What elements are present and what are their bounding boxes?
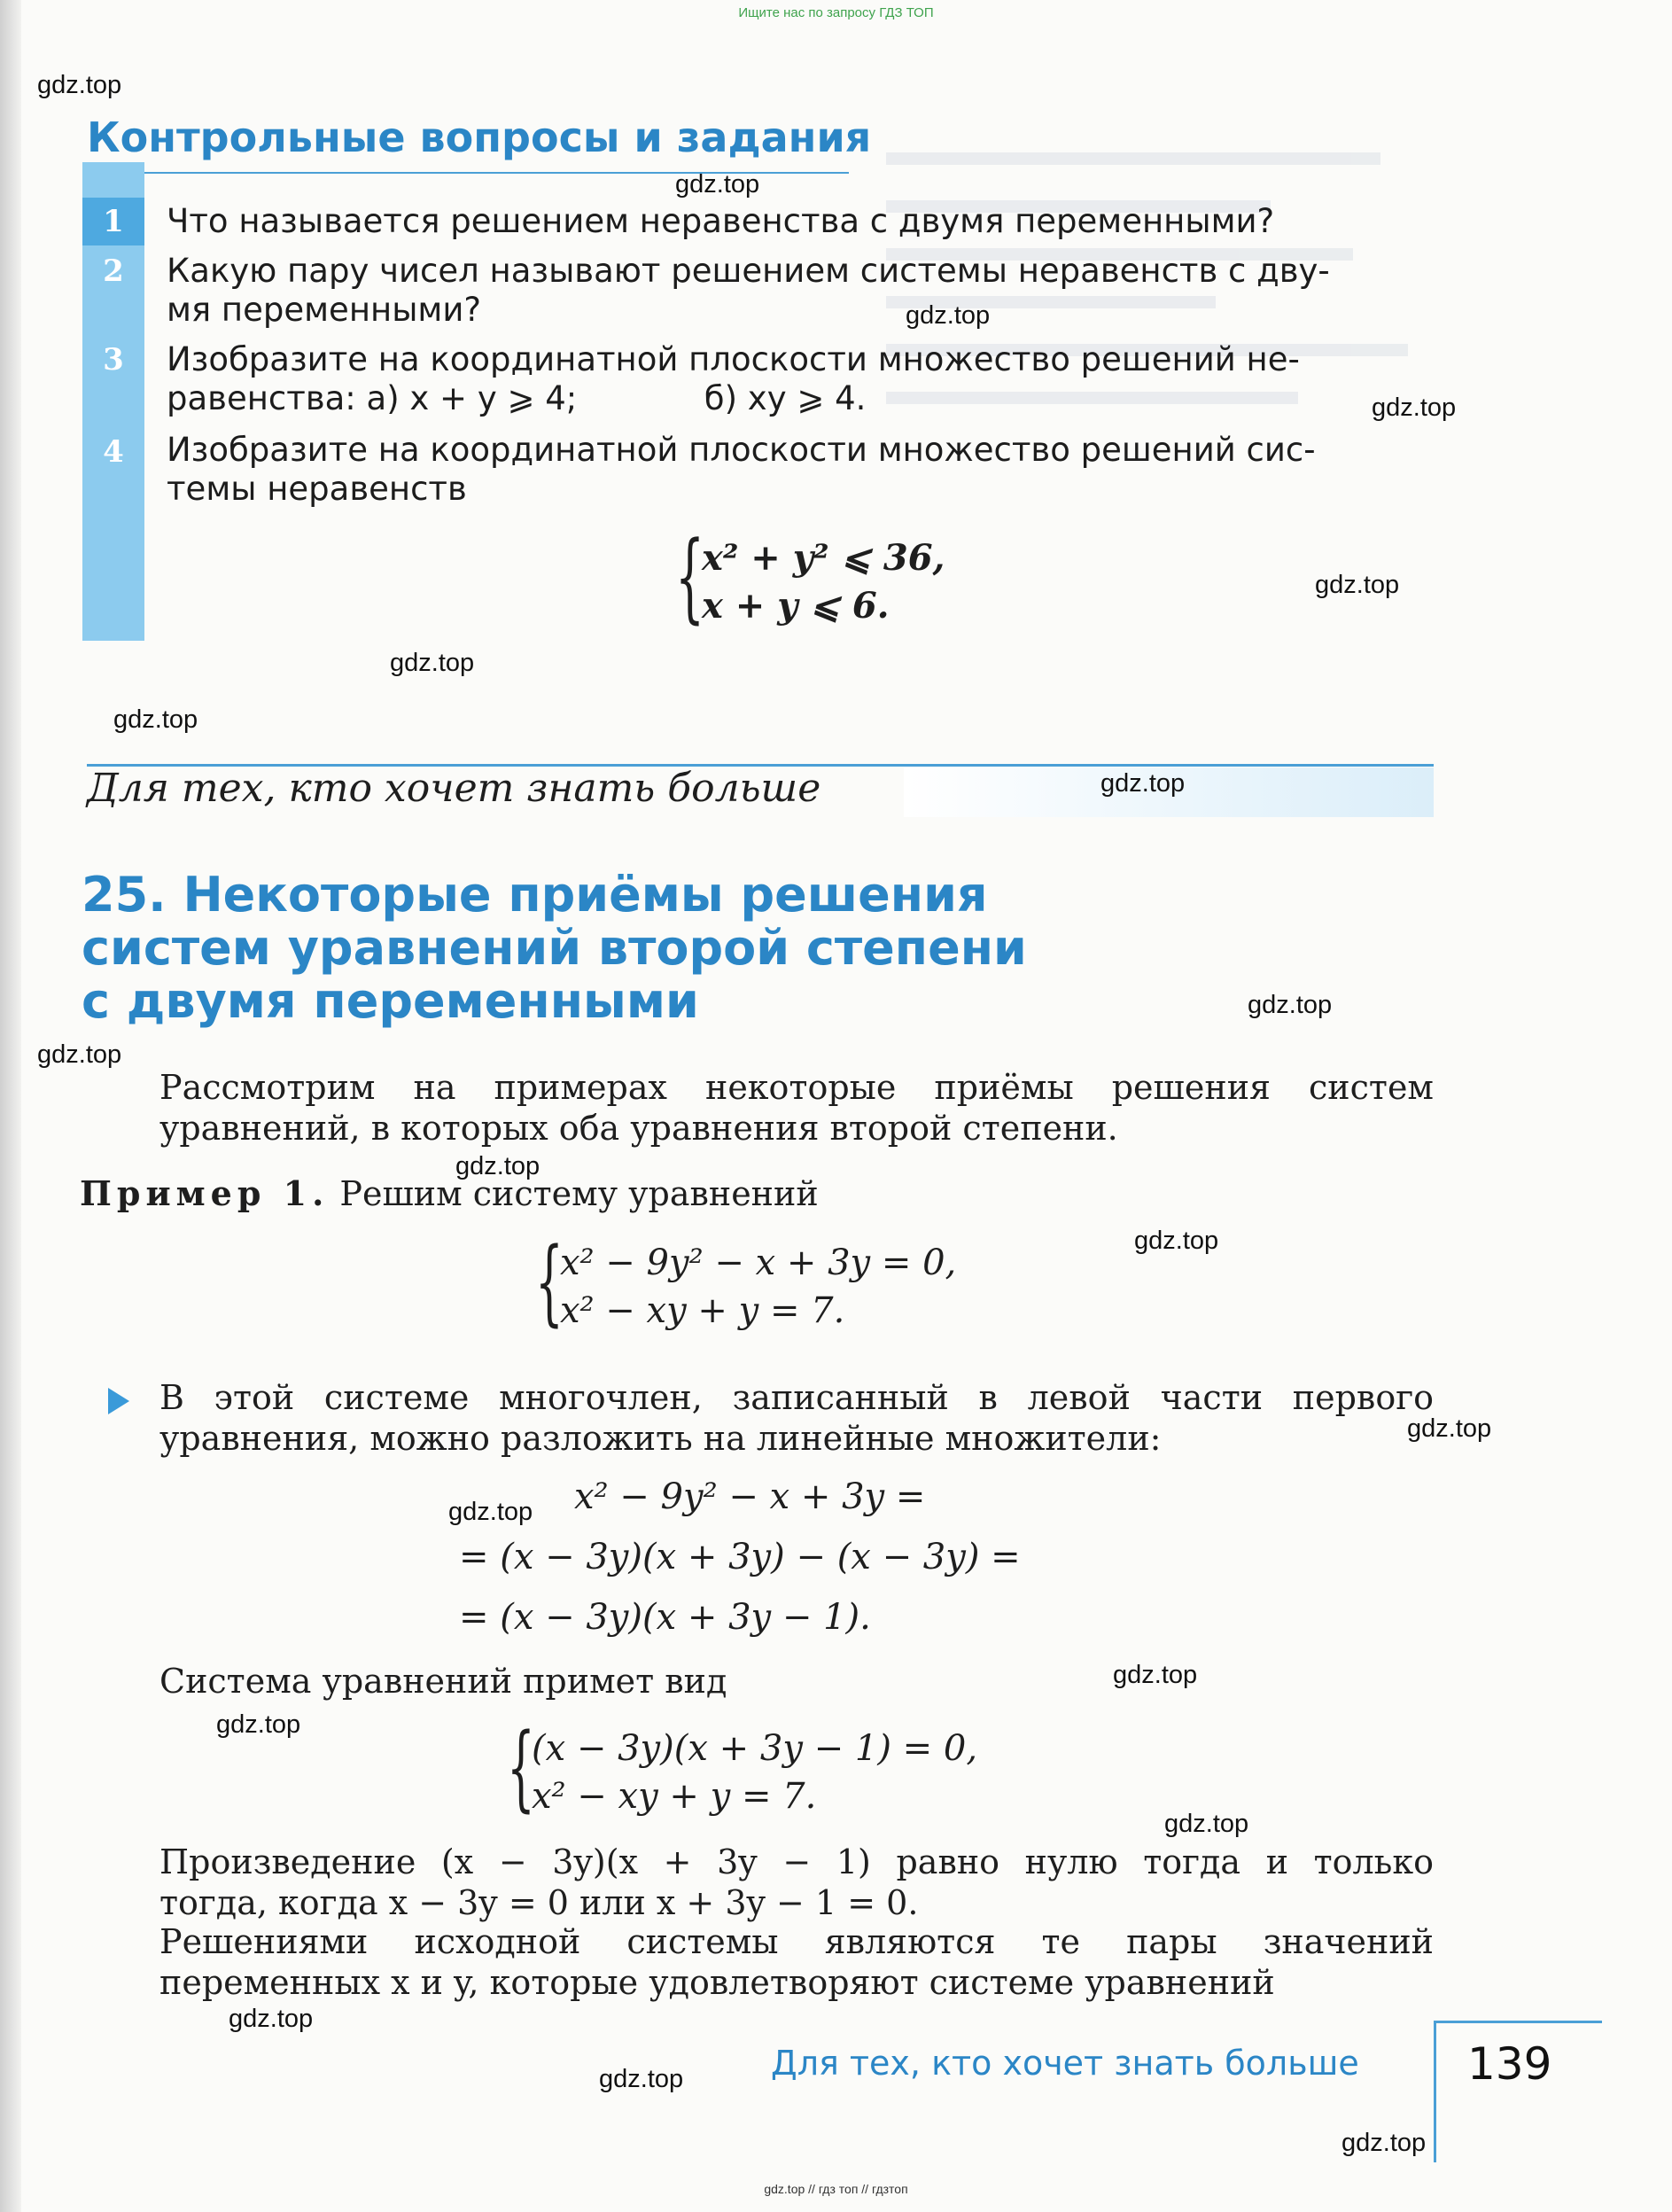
question-number-1: 1 [82,198,144,245]
page-number: 139 [1467,2038,1552,2090]
top-note: Ищите нас по запросу ГДЗ ТОП [738,5,934,20]
question-3-part-a: равенства: а) x + y ⩾ 4; [167,379,578,417]
question-3-line-2-row [167,379,1434,418]
section-title-line-3: с двумя переменными [82,973,699,1029]
inequality-2: x + y ⩽ 6. [702,585,890,627]
paragraph-3-text: Система уравнений примет вид [159,1662,727,1701]
watermark: gdz.top [229,2005,314,2033]
watermark: gdz.top [906,301,991,330]
question-2-line-1: Какую пару чисел называют решением системы неравенств с дву- [167,252,1330,290]
watermark: gdz.top [455,1152,540,1180]
paragraph-2-text: В этой системе многочлен, записанный в левой части первого уравнения, можно разложить на линейные множители: [159,1378,1434,1458]
more-banner-title: Для тех, кто хочет знать больше [87,766,821,811]
section-title [82,868,1027,1028]
system2-eq-1: (x − 3y)(x + 3y − 1) = 0, [532,1728,978,1769]
question-2 [167,252,1434,330]
watermark: gdz.top [1164,1810,1249,1838]
paragraph-3 [159,1661,727,1702]
question-3-part-b: б) xy ⩾ 4. [704,379,867,417]
left-brace: { [535,1228,564,1336]
question-1-line: Что называется решением неравенства с двумя переменными? [167,202,1275,240]
watermark: gdz.top [37,71,122,99]
watermark: gdz.top [448,1498,533,1526]
watermark: gdz.top [1407,1414,1492,1443]
triangle-marker-icon [108,1388,129,1414]
intro-paragraph [159,1067,1434,1149]
left-brace: { [675,523,705,635]
watermark: gdz.top [1100,769,1186,798]
question-1 [167,202,1434,241]
watermark: gdz.top [1341,2129,1427,2157]
questions-title: Контрольные вопросы и задания [87,113,872,161]
footer-horizontal-rule [1434,2021,1602,2023]
question-4 [167,431,1434,509]
watermark: gdz.top [216,1710,301,1739]
watermark: gdz.top [1248,991,1333,1019]
example-label: Пример 1. [80,1173,330,1213]
watermark: gdz.top [675,170,760,199]
section-title-line-2: систем уравнений второй степени [82,920,1027,976]
watermark: gdz.top [1372,393,1457,422]
watermark: gdz.top [390,649,475,677]
watermark: gdz.top [1113,1661,1198,1689]
paragraph-4-line-2: тогда, когда x − 3y = 0 или x + 3y − 1 = 0. [159,1883,919,1922]
paragraph-5 [159,1921,1434,2003]
system1-eq-2: x² − xy + y = 7. [560,1290,845,1331]
watermark: gdz.top [1134,1227,1219,1255]
question-2-line-2: мя переменными? [167,291,482,329]
example-text: Решим систему уравнений [339,1174,819,1213]
example-1 [80,1173,1409,1214]
question-number-2: 2 [103,253,124,289]
factor-line-3: = (x − 3y)(x + 3y − 1). [459,1597,871,1638]
factor-line-2: = (x − 3y)(x + 3y) − (x − 3y) = [459,1537,1021,1577]
question-3-line-1: Изобразите на координатной плоскости множество решений не- [167,340,1300,378]
footer-vertical-rule [1434,2021,1436,2162]
bottom-note: gdz.top // гдз топ // гдзтоп [764,2182,908,2196]
section-title-line-1: 25. Некоторые приёмы решения [82,867,988,923]
paragraph-4-line-1: Произведение (x − 3y)(x + 3y − 1) равно нулю тогда и только [159,1842,1434,1881]
watermark: gdz.top [113,705,198,734]
inequality-1: x² + y² ⩽ 36, [702,537,945,579]
left-brace: { [507,1714,535,1822]
system1-eq-1: x² − 9y² − x + 3y = 0, [560,1242,957,1283]
intro-text: Рассмотрим на примерах некоторые приёмы решения систем уравнений, в которых оба уравнения второй степени. [159,1068,1434,1148]
scan-edge [0,0,21,2212]
factor-line-1: x² − 9y² − x + 3y = [574,1476,926,1517]
question-number-4: 4 [103,434,124,470]
questions-sidebar [82,162,144,641]
footer-label: Для тех, кто хочет знать больше [771,2044,1359,2083]
question-3 [167,340,1434,418]
watermark: gdz.top [1315,571,1400,599]
question-4-line-2: темы неравенств [167,470,467,508]
system2-eq-2: x² − xy + y = 7. [532,1776,817,1817]
paragraph-4 [159,1842,1434,1923]
paragraph-2 [159,1377,1434,1459]
question-number-3: 3 [103,342,124,378]
paragraph-5-text: Решениями исходной системы являются те пары значений переменных x и y, которые удовлетворяют системе уравнений [159,1922,1434,2002]
watermark: gdz.top [37,1040,122,1069]
watermark: gdz.top [599,2065,684,2093]
question-4-line-1: Изобразите на координатной плоскости множество решений сис- [167,431,1316,469]
